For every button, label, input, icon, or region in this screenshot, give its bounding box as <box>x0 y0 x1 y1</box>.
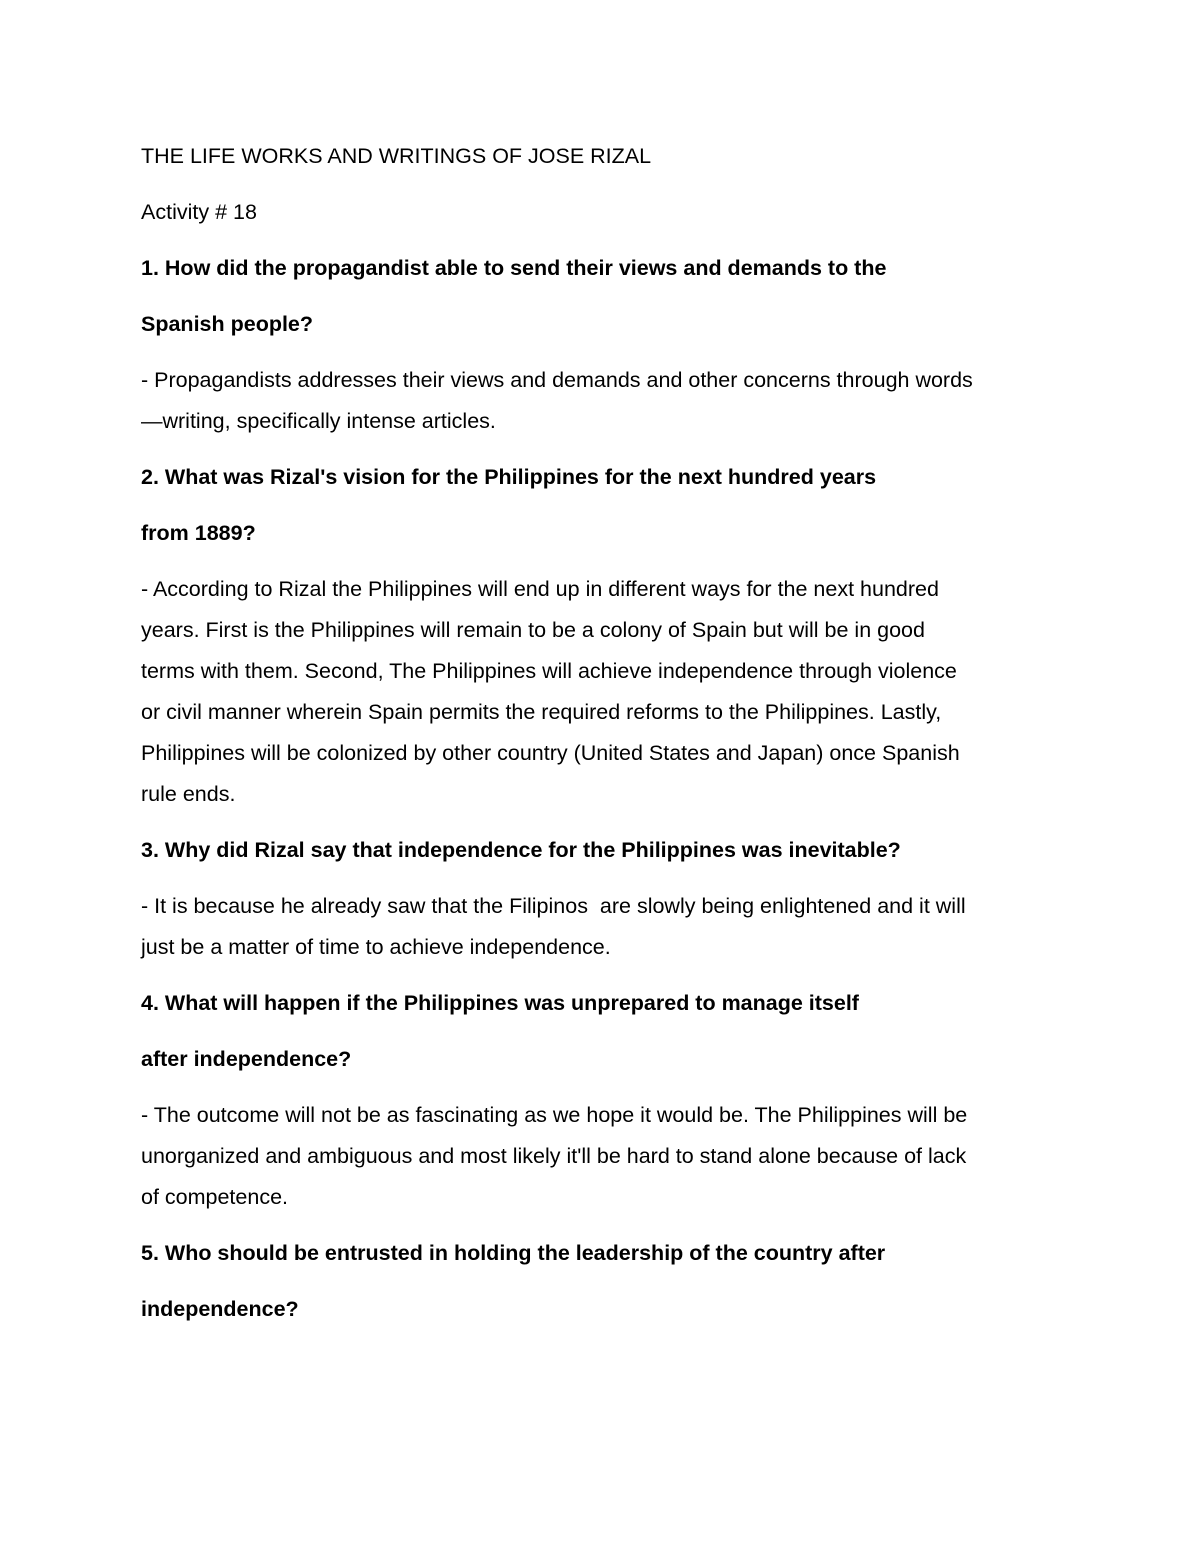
answer-3 <box>141 886 1061 968</box>
answer-4 <box>141 1095 1061 1218</box>
activity-number: Activity # 18 <box>141 200 257 224</box>
answer-1-line-1: - Propagandists addresses their views and demands and other concerns through words <box>141 368 973 392</box>
question-4 <box>141 983 1061 1080</box>
question-5-line-2: independence? <box>141 1297 299 1321</box>
answer-2-line-6: rule ends. <box>141 782 236 806</box>
answer-1-line-2: —writing, specifically intense articles. <box>141 409 496 433</box>
question-4-line-1: 4. What will happen if the Philippines was unprepared to manage itself <box>141 991 859 1015</box>
answer-3-line-2: just be a matter of time to achieve independence. <box>141 935 611 959</box>
question-block-5 <box>141 1233 1061 1330</box>
question-5-line-1: 5. Who should be entrusted in holding the leadership of the country after <box>141 1241 886 1265</box>
question-block-1 <box>141 248 1061 442</box>
question-2-line-1: 2. What was Rizal's vision for the Philippines for the next hundred years <box>141 465 877 489</box>
question-1 <box>141 248 1061 345</box>
answer-2-line-3: terms with them. Second, The Philippines will achieve independence through violence <box>141 659 957 683</box>
question-3 <box>141 830 1061 871</box>
answer-2-line-5: Philippines will be colonized by other country (United States and Japan) once Spanish <box>141 741 960 765</box>
answer-4-line-2: unorganized and ambiguous and most likely it'll be hard to stand alone because of lack <box>141 1144 967 1168</box>
question-2 <box>141 457 1061 554</box>
answer-2-line-1: - According to Rizal the Philippines will end up in different ways for the next hundred <box>141 577 939 601</box>
question-block-3 <box>141 830 1061 968</box>
answer-4-line-1: - The outcome will not be as fascinating as we hope it would be. The Philippines will be <box>141 1103 968 1127</box>
answer-1 <box>141 360 1061 442</box>
question-block-2 <box>141 457 1061 815</box>
document-content <box>141 136 1061 1330</box>
question-4-line-2: after independence? <box>141 1047 352 1071</box>
question-2-line-2: from 1889? <box>141 521 256 545</box>
answer-3-line-1: - It is because he already saw that the Filipinos are slowly being enlightened and it will <box>141 894 966 918</box>
answer-2 <box>141 569 1061 815</box>
question-block-4 <box>141 983 1061 1218</box>
document-title: THE LIFE WORKS AND WRITINGS OF JOSE RIZAL <box>141 144 652 168</box>
question-1-line-2: Spanish people? <box>141 312 314 336</box>
answer-2-line-4: or civil manner wherein Spain permits the required reforms to the Philippines. Lastly, <box>141 700 942 724</box>
answer-4-line-3: of competence. <box>141 1185 289 1209</box>
answer-2-line-2: years. First is the Philippines will remain to be a colony of Spain but will be in good <box>141 618 925 642</box>
question-3-line-1: 3. Why did Rizal say that independence for the Philippines was inevitable? <box>141 838 901 862</box>
question-5 <box>141 1233 1061 1330</box>
question-1-line-1: 1. How did the propagandist able to send their views and demands to the <box>141 256 887 280</box>
